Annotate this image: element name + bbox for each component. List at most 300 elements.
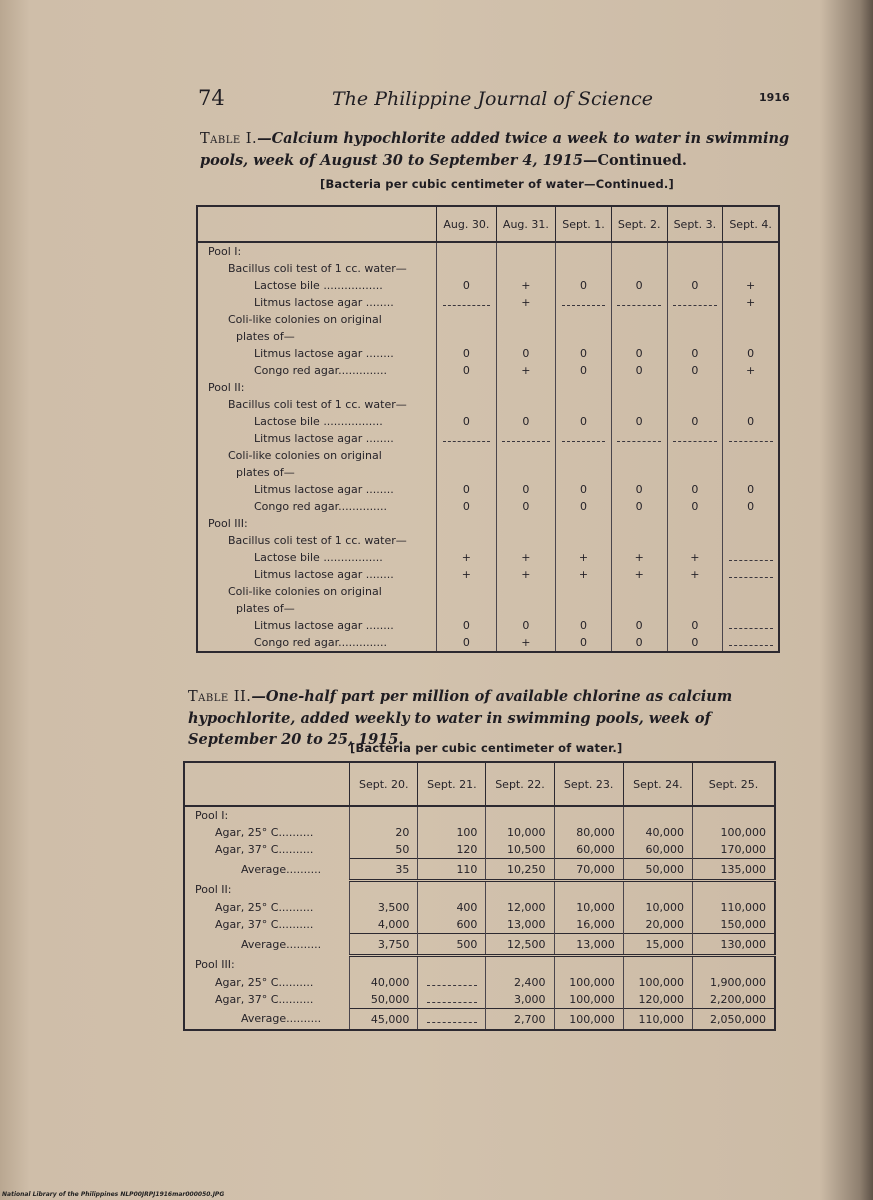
table-cell [437, 396, 497, 413]
row-label: Bacillus coli test of 1 cc. water— [228, 534, 407, 547]
table-cell [418, 806, 486, 824]
table-cell: 0 [556, 362, 612, 379]
table-cell: 110,000 [693, 899, 776, 916]
table-cell [611, 260, 667, 277]
table-cell [554, 806, 623, 824]
table-cell: 4,000 [350, 916, 418, 934]
table-row [197, 600, 779, 617]
row-label: Litmus lactose agar ........ [254, 432, 394, 445]
table-cell [437, 328, 497, 345]
table-cell: 0 [667, 345, 723, 362]
table-cell [623, 806, 692, 824]
table-cell [554, 881, 623, 900]
table-cell [667, 379, 723, 396]
table-cell [556, 447, 612, 464]
table-cell [723, 311, 779, 328]
table2-header-row [184, 762, 775, 806]
table-cell [496, 379, 556, 396]
table-cell [723, 600, 779, 617]
table-row [197, 617, 779, 634]
table-row [184, 916, 775, 934]
table-cell: 60,000 [554, 841, 623, 859]
table-cell [418, 991, 486, 1009]
table-cell: 0 [723, 345, 779, 362]
table-row [197, 260, 779, 277]
table-cell: 20,000 [623, 916, 692, 934]
table-cell: 40,000 [350, 974, 418, 991]
table-cell: 0 [556, 498, 612, 515]
table-cell: 2,200,000 [693, 991, 776, 1009]
table-cell: + [611, 549, 667, 566]
table-cell: 3,000 [486, 991, 554, 1009]
table-cell [667, 430, 723, 447]
table-row [197, 430, 779, 447]
table-cell: 110 [418, 859, 486, 881]
table-row [197, 277, 779, 294]
table-cell: + [437, 549, 497, 566]
table-cell [623, 956, 692, 975]
table-cell [418, 974, 486, 991]
table-cell [556, 260, 612, 277]
table-cell: 45,000 [350, 1009, 418, 1031]
table-cell: + [556, 549, 612, 566]
table-cell [556, 430, 612, 447]
running-header [0, 86, 873, 116]
row-label: Pool III: [208, 517, 248, 530]
table-cell [723, 583, 779, 600]
table-cell: 13,000 [486, 916, 554, 934]
table2-subtitle: [Bacteria per cubic centimeter of water.] [350, 741, 623, 755]
row-label: Pool I: [195, 809, 229, 822]
table-cell [556, 583, 612, 600]
dashed-placeholder [443, 297, 490, 306]
table-cell: 2,050,000 [693, 1009, 776, 1031]
row-label: Bacillus coli test of 1 cc. water— [228, 262, 407, 275]
table-cell [667, 464, 723, 481]
table-cell: + [723, 277, 779, 294]
table-cell: 0 [611, 345, 667, 362]
dashed-placeholder [729, 552, 773, 561]
table-cell: 100,000 [554, 974, 623, 991]
table-cell [556, 464, 612, 481]
table-cell: 170,000 [693, 841, 776, 859]
table-cell [556, 396, 612, 413]
table-cell [667, 515, 723, 532]
table-cell: 135,000 [693, 859, 776, 881]
table-cell [723, 328, 779, 345]
table-cell: 0 [496, 481, 556, 498]
table1-continued: —Continued. [582, 152, 687, 169]
table-cell: 0 [667, 277, 723, 294]
dashed-placeholder [562, 297, 606, 306]
scan-footer: National Library of the Philippines NLP00JRPJ1916mar000050.JPG [2, 1191, 225, 1198]
table-cell: 100 [418, 824, 486, 841]
table-cell: 0 [667, 634, 723, 652]
table-cell: + [556, 566, 612, 583]
table-row [184, 824, 775, 841]
table-cell [350, 806, 418, 824]
table-cell [437, 311, 497, 328]
table-cell: 0 [723, 413, 779, 430]
table-cell: 13,000 [554, 934, 623, 956]
table-row [184, 841, 775, 859]
table-cell [496, 430, 556, 447]
table-cell: 120 [418, 841, 486, 859]
table-cell: 0 [496, 345, 556, 362]
table-cell [723, 532, 779, 549]
table-cell: 2,700 [486, 1009, 554, 1031]
table-cell: + [496, 294, 556, 311]
table-row [197, 566, 779, 583]
table-cell: 400 [418, 899, 486, 916]
table-cell [486, 881, 554, 900]
table1-label: Table I. [200, 131, 258, 147]
dashed-placeholder [617, 433, 661, 442]
table-cell: 0 [667, 481, 723, 498]
row-label: Lactose bile ................. [254, 415, 383, 428]
table-cell [667, 328, 723, 345]
table-cell [554, 956, 623, 975]
table2-column-header: Sept. 25. [693, 762, 776, 806]
table-cell [486, 956, 554, 975]
table-cell: 0 [556, 617, 612, 634]
table-cell: 0 [437, 277, 497, 294]
row-label: Pool II: [195, 883, 232, 897]
table-row [197, 515, 779, 532]
table-cell: 20 [350, 824, 418, 841]
table-cell: 60,000 [623, 841, 692, 859]
table-cell [556, 311, 612, 328]
table-cell: 0 [556, 345, 612, 362]
table-cell: + [496, 362, 556, 379]
table-cell [496, 447, 556, 464]
table-row [197, 498, 779, 515]
table-row [197, 242, 779, 260]
table-cell [556, 532, 612, 549]
table-cell [667, 242, 723, 260]
table-cell [693, 881, 776, 900]
table-cell [723, 396, 779, 413]
table-cell [418, 1009, 486, 1031]
table-cell: 0 [723, 481, 779, 498]
table2-column-header: Sept. 23. [554, 762, 623, 806]
table-cell [667, 260, 723, 277]
table-row [184, 956, 775, 975]
row-label: Coli-like colonies on original [228, 313, 382, 326]
table-cell [496, 328, 556, 345]
table-cell: 10,000 [486, 824, 554, 841]
table-cell [611, 447, 667, 464]
row-label: Litmus lactose agar ........ [254, 619, 394, 632]
table-cell [723, 447, 779, 464]
row-label: plates of— [236, 602, 295, 615]
dashed-placeholder [729, 433, 773, 442]
table-cell: 0 [437, 345, 497, 362]
table-cell: 50 [350, 841, 418, 859]
table-cell [437, 430, 497, 447]
table-cell: 40,000 [623, 824, 692, 841]
table-cell [723, 430, 779, 447]
dashed-placeholder [673, 297, 717, 306]
row-label: plates of— [236, 330, 295, 343]
row-label: plates of— [236, 466, 295, 479]
table-cell: 120,000 [623, 991, 692, 1009]
table-row [197, 294, 779, 311]
table-cell: 0 [611, 634, 667, 652]
table-cell: 0 [611, 277, 667, 294]
table1-subtitle: [Bacteria per cubic centimeter of water—Continued.] [320, 177, 674, 191]
table-cell: + [496, 549, 556, 566]
table-cell: 10,500 [486, 841, 554, 859]
table-cell [437, 464, 497, 481]
row-label: Lactose bile ................. [254, 551, 383, 564]
row-label: Litmus lactose agar ........ [254, 483, 394, 496]
table-cell: 80,000 [554, 824, 623, 841]
table-cell: 0 [437, 498, 497, 515]
table-row [197, 379, 779, 396]
table-cell: 10,000 [623, 899, 692, 916]
table-cell [723, 566, 779, 583]
table-cell: 3,750 [350, 934, 418, 956]
table-cell: 100,000 [693, 824, 776, 841]
table-cell: 0 [556, 634, 612, 652]
table-cell: 10,000 [554, 899, 623, 916]
table-row [197, 447, 779, 464]
table-row [197, 328, 779, 345]
dashed-placeholder [427, 1014, 477, 1023]
row-label: Agar, 37° C.......... [215, 843, 314, 857]
table-cell [556, 328, 612, 345]
table-cell: 0 [437, 634, 497, 652]
table-cell [723, 549, 779, 566]
table-cell: 130,000 [693, 934, 776, 956]
table-row [197, 583, 779, 600]
table-cell [667, 600, 723, 617]
table-row [197, 549, 779, 566]
table1-column-header: Sept. 4. [723, 206, 779, 242]
row-label: Average.......... [241, 1012, 322, 1026]
table-cell: 0 [611, 617, 667, 634]
row-label: Coli-like colonies on original [228, 585, 382, 598]
table-cell: 10,250 [486, 859, 554, 881]
row-label: Pool II: [208, 381, 245, 394]
table-cell: 50,000 [623, 859, 692, 881]
table-cell [611, 515, 667, 532]
table-cell [486, 806, 554, 824]
table1-column-header: Aug. 30. [437, 206, 497, 242]
table-cell [496, 464, 556, 481]
table-cell [667, 294, 723, 311]
table-cell [611, 379, 667, 396]
table-row [184, 881, 775, 900]
row-label: Agar, 25° C.......... [215, 976, 314, 989]
dashed-placeholder [502, 433, 549, 442]
table-cell [437, 532, 497, 549]
table-cell [496, 515, 556, 532]
table-cell [437, 242, 497, 260]
table-cell [723, 617, 779, 634]
table-cell: 0 [556, 277, 612, 294]
table-cell: 50,000 [350, 991, 418, 1009]
table-cell: 100,000 [623, 974, 692, 991]
table-cell: 0 [611, 481, 667, 498]
row-label: Pool III: [195, 958, 235, 972]
table-cell [693, 956, 776, 975]
table2-label: Table II. [188, 689, 252, 705]
dashed-placeholder [729, 620, 773, 629]
table-cell: 0 [437, 617, 497, 634]
row-label: Agar, 25° C.......... [215, 901, 314, 914]
table-row [197, 532, 779, 549]
table-row [197, 413, 779, 430]
table-row [197, 311, 779, 328]
table-cell [437, 583, 497, 600]
table-cell [611, 311, 667, 328]
table2-column-header: Sept. 22. [486, 762, 554, 806]
table-cell: 0 [437, 481, 497, 498]
row-label: Agar, 37° C.......... [215, 993, 314, 1007]
table1-column-header: Aug. 31. [496, 206, 556, 242]
table-cell [496, 242, 556, 260]
table-row [184, 899, 775, 916]
row-label: Lactose bile ................. [254, 279, 383, 292]
table-cell [437, 260, 497, 277]
dashed-placeholder [443, 433, 490, 442]
table-cell [723, 634, 779, 652]
row-label: Average.......... [241, 938, 322, 951]
table-cell [496, 311, 556, 328]
table-cell [611, 242, 667, 260]
table-cell: 0 [496, 617, 556, 634]
row-label: Bacillus coli test of 1 cc. water— [228, 398, 407, 411]
row-label: Litmus lactose agar ........ [254, 296, 394, 309]
dashed-placeholder [427, 994, 477, 1003]
table-cell: 16,000 [554, 916, 623, 934]
table-cell [723, 464, 779, 481]
table-cell: 70,000 [554, 859, 623, 881]
table-cell [496, 396, 556, 413]
table-cell [667, 396, 723, 413]
dashed-placeholder [617, 297, 661, 306]
table-cell [496, 600, 556, 617]
dashed-placeholder [729, 637, 773, 646]
table-cell: + [723, 294, 779, 311]
table-cell: 500 [418, 934, 486, 956]
table2-column-header: Sept. 20. [350, 762, 418, 806]
table-cell: 2,400 [486, 974, 554, 991]
average-row [184, 934, 775, 956]
table-cell [556, 294, 612, 311]
row-label: Litmus lactose agar ........ [254, 347, 394, 360]
dashed-placeholder [673, 433, 717, 442]
table-cell: 100,000 [554, 991, 623, 1009]
row-label: Agar, 25° C.......... [215, 826, 314, 839]
table-row [197, 396, 779, 413]
row-label: Coli-like colonies on original [228, 449, 382, 462]
table1-column-header: Sept. 2. [611, 206, 667, 242]
table1-title: —Calcium hypochlorite added twice a week to water in swimming pools, week of August 30 to September 4, 1915 [200, 130, 790, 169]
table-cell [556, 600, 612, 617]
table-cell [611, 396, 667, 413]
table-row [184, 991, 775, 1009]
table2-title: —One-half part per million of available chlorine as calcium hypochlorite, added weekly to water in swimming pools, week of September 20 to 25, 1915. [188, 688, 733, 748]
table-cell: 0 [667, 413, 723, 430]
table2-column-header: Sept. 21. [418, 762, 486, 806]
page-number: 74 [198, 86, 225, 110]
table-row [197, 634, 779, 652]
dashed-placeholder [427, 977, 477, 986]
table-cell: 12,000 [486, 899, 554, 916]
table-row [184, 806, 775, 824]
table-cell [723, 515, 779, 532]
table-cell: 15,000 [623, 934, 692, 956]
table-cell [437, 600, 497, 617]
table1-corner-header [197, 206, 437, 242]
table-cell: + [437, 566, 497, 583]
table2 [183, 761, 776, 1031]
table-cell: + [496, 634, 556, 652]
table-cell: 100,000 [554, 1009, 623, 1031]
table2-body [184, 806, 775, 1030]
table-cell [723, 260, 779, 277]
table-row [197, 362, 779, 379]
table-cell [611, 328, 667, 345]
table-cell: 35 [350, 859, 418, 881]
table-cell [556, 242, 612, 260]
table-cell [623, 881, 692, 900]
table1-body [197, 242, 779, 652]
table-row [197, 464, 779, 481]
table-cell [496, 532, 556, 549]
table-cell: 0 [611, 498, 667, 515]
table-cell [611, 464, 667, 481]
average-row [184, 859, 775, 881]
table-cell: + [496, 566, 556, 583]
table-cell [611, 430, 667, 447]
dashed-placeholder [729, 569, 773, 578]
table-cell: + [611, 566, 667, 583]
table-cell [667, 447, 723, 464]
table-cell: + [723, 362, 779, 379]
table-cell [667, 311, 723, 328]
table2-column-header: Sept. 24. [623, 762, 692, 806]
table-cell [611, 532, 667, 549]
table-cell: 0 [723, 498, 779, 515]
table-cell [496, 583, 556, 600]
average-row [184, 1009, 775, 1031]
table-cell [556, 515, 612, 532]
table-cell: 0 [556, 481, 612, 498]
table-cell [693, 806, 776, 824]
table1-column-header: Sept. 1. [556, 206, 612, 242]
table-cell [667, 532, 723, 549]
table-cell [418, 881, 486, 900]
table1-header-row [197, 206, 779, 242]
table-cell: + [496, 277, 556, 294]
row-label: Congo red agar.............. [254, 636, 388, 649]
row-label: Congo red agar.............. [254, 364, 388, 377]
table-cell [350, 881, 418, 900]
table-cell: 0 [611, 362, 667, 379]
row-label: Litmus lactose agar ........ [254, 568, 394, 581]
table-cell [350, 956, 418, 975]
table-row [197, 481, 779, 498]
table-cell [437, 447, 497, 464]
table1-column-header: Sept. 3. [667, 206, 723, 242]
table-cell: 12,500 [486, 934, 554, 956]
table1 [196, 205, 780, 653]
row-label: Agar, 37° C.......... [215, 918, 314, 932]
